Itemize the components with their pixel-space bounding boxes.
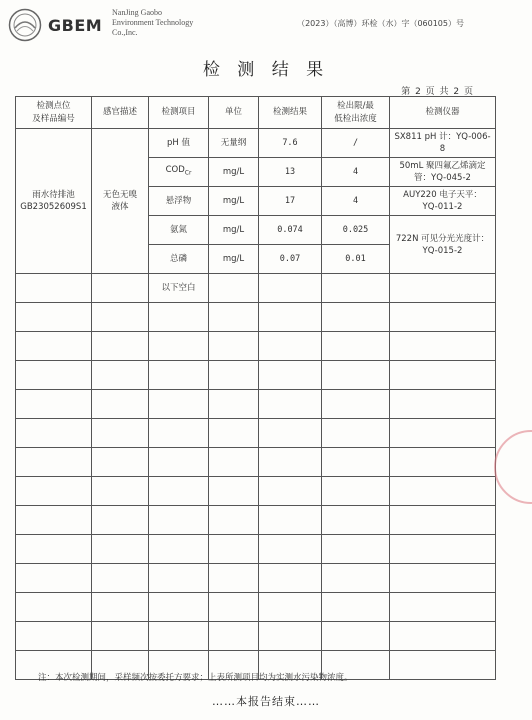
result-cell: 0.074 bbox=[259, 216, 322, 245]
limit-cell: / bbox=[322, 129, 390, 158]
unit-cell: mg/L bbox=[209, 245, 259, 274]
seal-stamp bbox=[494, 430, 532, 504]
result-cell: 7.6 bbox=[259, 129, 322, 158]
limit-cell: 0.01 bbox=[322, 245, 390, 274]
company-name bbox=[112, 8, 193, 38]
header-result: 检测结果 bbox=[259, 97, 322, 129]
instrument-cell: SX811 pH 计：YQ-006-8 bbox=[390, 129, 496, 158]
page-title: 检 测 结 果 bbox=[202, 60, 330, 80]
item-cell: 总磷 bbox=[149, 245, 209, 274]
company-logo-icon bbox=[8, 8, 42, 42]
limit-cell: 4 bbox=[322, 187, 390, 216]
item-cell: $COD_{Cr}$ bbox=[149, 158, 209, 187]
page-number: 第 2 页 共 2 页 bbox=[401, 87, 474, 97]
limit-cell: 0.025 bbox=[322, 216, 390, 245]
end-of-report: ……本报告结束…… bbox=[212, 695, 320, 708]
empty-row bbox=[16, 477, 496, 506]
unit-cell: mg/L bbox=[209, 187, 259, 216]
sensory-cell: 无色无嗅 液体 bbox=[92, 129, 149, 274]
footnote: 注：本次检测期间，采样频次按委托方要求；上表所测项目均为实测水污染物浓度。 bbox=[38, 673, 353, 683]
result-cell: 0.07 bbox=[259, 245, 322, 274]
empty-row bbox=[16, 622, 496, 651]
company-line-2: Environment Technology bbox=[112, 18, 194, 27]
empty-row bbox=[16, 535, 496, 564]
empty-row bbox=[16, 361, 496, 390]
empty-row bbox=[16, 332, 496, 361]
empty-row bbox=[16, 448, 496, 477]
sample-point-cell: 雨水待排池 GB23052609S1 bbox=[16, 129, 92, 274]
empty-row bbox=[16, 506, 496, 535]
unit-cell: mg/L bbox=[209, 158, 259, 187]
report-header bbox=[8, 6, 524, 46]
header-sensory: 感官描述 bbox=[92, 97, 149, 129]
report-number: （2023）（高博）环检（水）字（060105）号 bbox=[297, 19, 464, 28]
header-item: 检测项目 bbox=[149, 97, 209, 129]
result-cell: 17 bbox=[259, 187, 322, 216]
unit-cell: 无量纲 bbox=[209, 129, 259, 158]
header-sample-point: 检测点位 及样品编号 bbox=[16, 97, 92, 129]
header-instrument: 检测仪器 bbox=[390, 97, 496, 129]
item-cell: 悬浮物 bbox=[149, 187, 209, 216]
header-limit: 检出限/最 低检出浓度 bbox=[322, 97, 390, 129]
item-cell: pH 值 bbox=[149, 129, 209, 158]
item-cell: 氨氮 bbox=[149, 216, 209, 245]
logo-text: GBEM bbox=[48, 16, 103, 35]
table-header-row bbox=[16, 97, 496, 129]
empty-row bbox=[16, 303, 496, 332]
unit-cell: mg/L bbox=[209, 216, 259, 245]
instrument-cell: 50mL 聚四氟乙烯滴定 管：YQ-045-2 bbox=[390, 158, 496, 187]
instrument-cell: AUY220 电子天平： YQ-011-2 bbox=[390, 187, 496, 216]
table-row bbox=[16, 129, 496, 158]
result-cell: 13 bbox=[259, 158, 322, 187]
header-unit: 单位 bbox=[209, 97, 259, 129]
instrument-cell: 722N 可见分光光度计： YQ-015-2 bbox=[390, 216, 496, 274]
blank-label-row bbox=[16, 274, 496, 303]
empty-row bbox=[16, 419, 496, 448]
limit-cell: 4 bbox=[322, 158, 390, 187]
empty-row bbox=[16, 593, 496, 622]
empty-row bbox=[16, 564, 496, 593]
company-line-3: Co.,Inc. bbox=[112, 28, 138, 37]
company-line-1: NanJing Gaobo bbox=[112, 8, 162, 17]
blank-label: 以下空白 bbox=[149, 274, 209, 303]
results-table bbox=[15, 96, 496, 680]
empty-row bbox=[16, 390, 496, 419]
